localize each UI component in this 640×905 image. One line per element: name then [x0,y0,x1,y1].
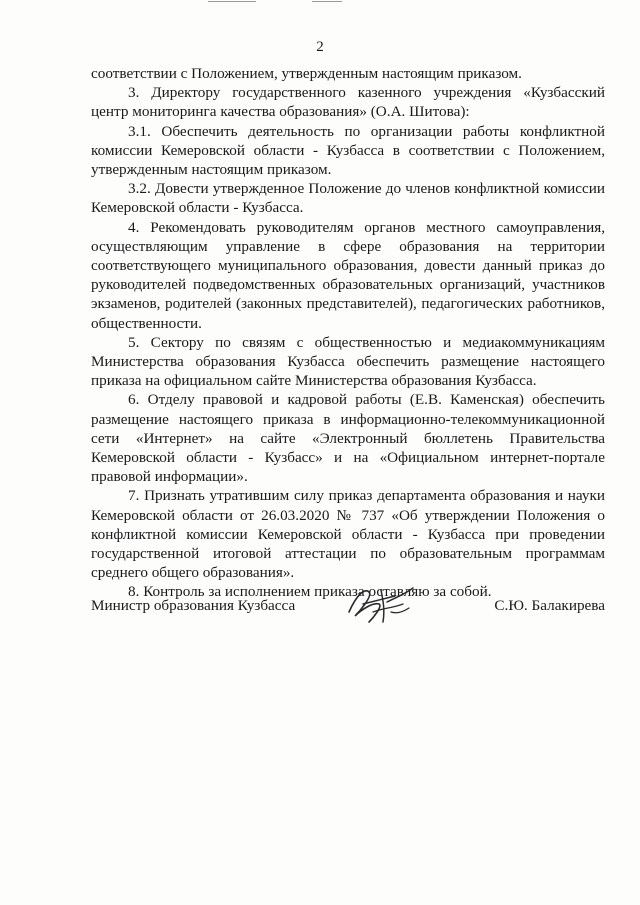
order-paragraph: 4. Рекомендовать руководителям органов местного самоуправления, осуществляющим управление в сфере образования на территории соответствующего муниципального образования, довести данный приказ до руководителей подведомственных образовательных организаций, участников экзаменов, родителей (законных представителей), педагогических работников, общественности. [91,218,605,332]
order-paragraph: 3.1. Обеспечить деятельность по организации работы конфликтной комиссии Кемеровской области - Кузбасса в соответствии с Положением, утвержденным настоящим приказом. [91,122,605,179]
order-paragraph: 7. Признать утратившим силу приказ департамента образования и науки Кемеровской области от 26.03.2020 № 737 «Об утверждении Положения о конфликтной комиссии Кемеровской области - Кузбасса при проведении государственной итоговой аттестации по образовательным программам среднего общего образования». [91,487,605,582]
order-paragraph: 3.2. Довести утвержденное Положение до членов конфликтной комиссии Кемеровской области - Кузбасса. [91,180,605,217]
order-paragraph: 3. Директору государственного казенного учреждения «Кузбасский центр мониторинга качества образования» (О.А. Шитова): [91,84,605,121]
handwritten-signature [343,582,417,628]
order-paragraph: 6. Отделу правовой и кадровой работы (Е.В. Каменская) обеспечить размещение настоящего приказа в информационно-телекоммуникационной сети «Интернет» на сайте «Электронный бюллетень Правительства Кемеровской области - Кузбасс» и на «Официальном интернет-портале правовой информации». [91,391,605,486]
order-body [91,64,605,602]
order-paragraph: 8. Контроль за исполнением приказа оставляю за собой. [128,583,492,601]
page-number: 2 [316,39,324,55]
signature-block [91,596,605,636]
signatory-position: Министр образования Кузбасса [91,597,296,614]
signatory-name: С.Ю. Балакирева [494,597,605,614]
scan-edge-marks [208,0,348,3]
order-paragraph: 5. Сектору по связям с общественностью и медиакоммуникациям Министерства образования Кузбасса обеспечить размещение настоящего приказа на официальном сайте Министерства образования Кузбасса. [91,333,605,390]
order-paragraph: соответствии с Положением, утвержденным настоящим приказом. [91,65,522,82]
